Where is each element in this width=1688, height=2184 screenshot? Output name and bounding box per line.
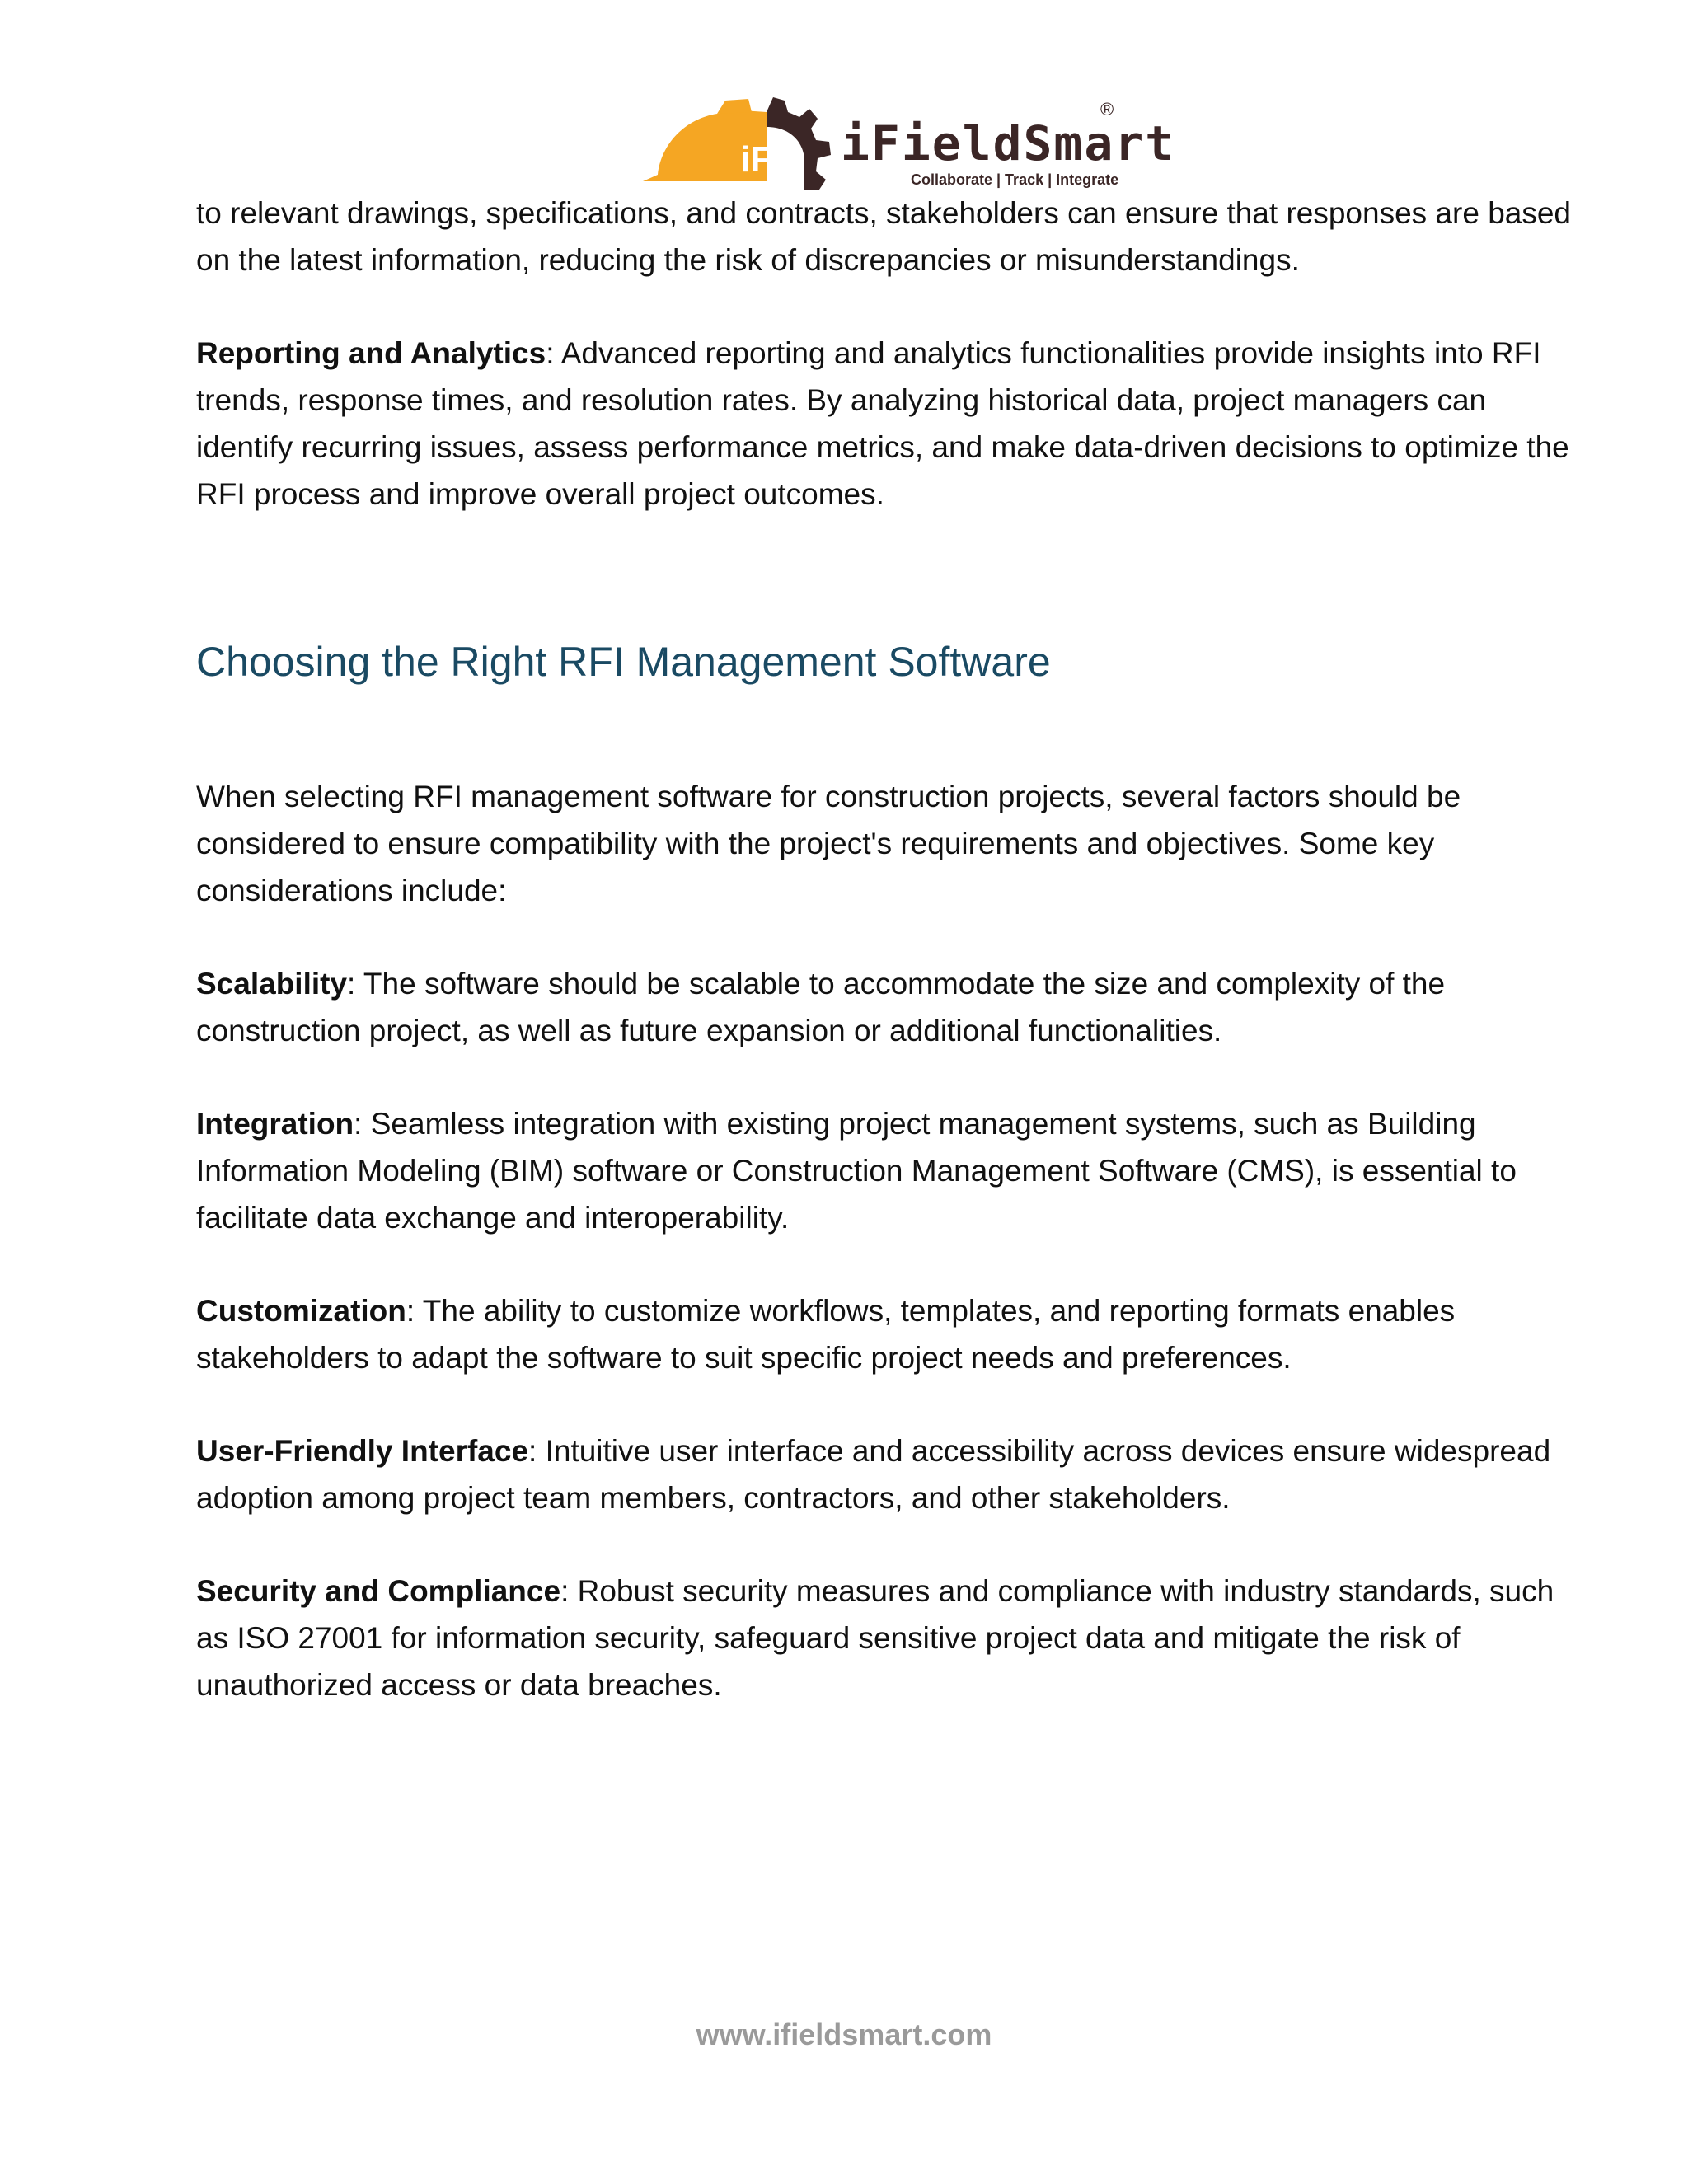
section-content: [196, 773, 1581, 1708]
section-lead: When selecting RFI management software for construction projects, several factors should be considered to ensure compatibility with the project's requirements and objectives. Some key considerations include:: [196, 780, 1461, 907]
logo-name: iFieldSmart: [841, 115, 1176, 171]
list-item: [196, 960, 1581, 1054]
item-text: : Intuitive user interface and accessibility across devices ensure widespread adoption among project team members, contractors, and other stakeholders.: [196, 1434, 1551, 1515]
reporting-term: Reporting and Analytics: [196, 336, 546, 370]
section-heading: Choosing the Right RFI Management Software: [196, 639, 1051, 685]
item-term: Scalability: [196, 967, 348, 1001]
ifieldsmart-logo: [643, 92, 1176, 191]
list-item: [196, 1100, 1581, 1241]
intro-content: [196, 190, 1581, 518]
logo-mark: iF: [740, 139, 773, 180]
logo-registered: ®: [1100, 99, 1114, 120]
item-term: Security and Compliance: [196, 1574, 561, 1608]
item-text: : Seamless integration with existing project management systems, such as Building Information Modeling (BIM) software or Construction Management Software (CMS), is essential to facilitate data exchange and interoperability.: [196, 1107, 1517, 1235]
logo-tagline: Collaborate | Track | Integrate: [911, 171, 1119, 188]
item-term: Customization: [196, 1294, 406, 1328]
list-item: [196, 1568, 1581, 1708]
intro-continuation-paragraph: to relevant drawings, specifications, and contracts, stakeholders can ensure that responses are based on the latest information, reducing the risk of discrepancies or misunderstandings.: [196, 196, 1571, 277]
item-text: : Robust security measures and compliance with industry standards, such as ISO 27001 for information security, safeguard sensitive project data and mitigate the risk of unauthorized access or data breaches.: [196, 1574, 1554, 1702]
item-term: User-Friendly Interface: [196, 1434, 529, 1468]
item-text: : The ability to customize workflows, templates, and reporting formats enables stakeholders to adapt the software to suit specific project needs and preferences.: [196, 1294, 1456, 1375]
reporting-text: : Advanced reporting and analytics functionalities provide insights into RFI trends, response times, and resolution rates. By analyzing historical data, project managers can identify recurring issues, assess performance metrics, and make data-driven decisions to optimize the RFI process and improve overall project outcomes.: [196, 336, 1569, 511]
item-term: Integration: [196, 1107, 354, 1141]
item-text: : The software should be scalable to accommodate the size and complexity of the construction project, as well as future expansion or additional functionalities.: [196, 967, 1446, 1047]
footer-website-link[interactable]: www.ifieldsmart.com: [696, 2018, 992, 2051]
list-item: [196, 1427, 1581, 1521]
gear-icon: [767, 97, 831, 190]
list-item: [196, 1287, 1581, 1381]
reporting-paragraph: [196, 330, 1581, 518]
